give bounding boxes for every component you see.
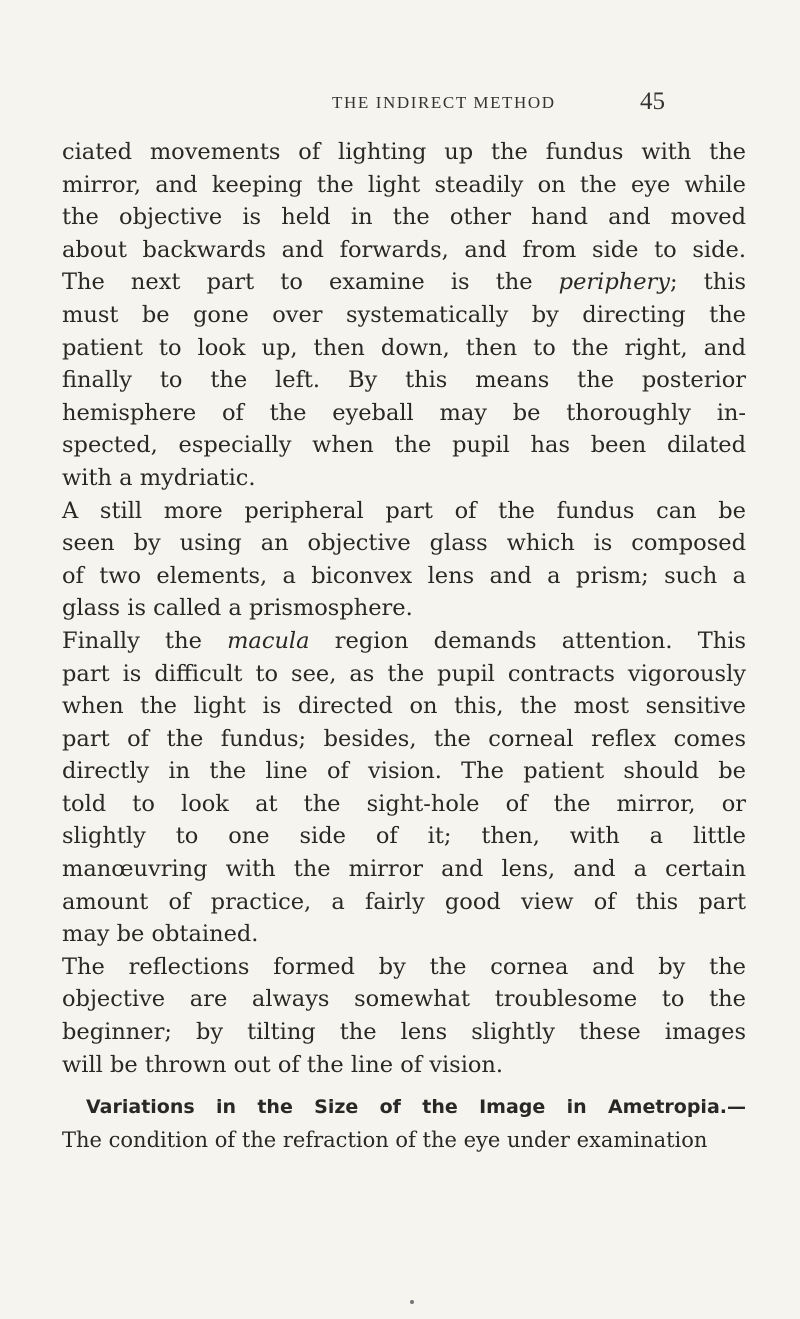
- text-line: the objective is held in the other hand and moved: [62, 204, 746, 231]
- emphasis: macula: [227, 627, 310, 654]
- text-line: about backwards and forwards, and from side to side.: [62, 236, 746, 263]
- text-line: will be thrown out of the line of vision.: [62, 1051, 504, 1078]
- ink-speck: [410, 1300, 414, 1304]
- text-line: The next part to examine is the periphery; this: [62, 269, 746, 296]
- paragraph: [62, 951, 746, 1081]
- paragraph: [62, 625, 746, 951]
- body-text: [62, 136, 746, 1156]
- running-head: [0, 88, 800, 118]
- text-line: ciated movements of lighting up the fundus with the: [62, 139, 746, 165]
- text-line: may be obtained.: [62, 921, 259, 948]
- text-line: of two elements, a biconvex lens and a prism; such a: [62, 562, 746, 589]
- text-line: amount of practice, a fairly good view of this part: [62, 888, 746, 915]
- text-line: directly in the line of vision. The patient should be: [62, 758, 746, 785]
- text-line: mirror, and keeping the light steadily on the eye while: [62, 171, 746, 198]
- text-line: when the light is directed on this, the most sensitive: [62, 693, 746, 720]
- running-title: THE INDIRECT METHOD: [332, 93, 556, 112]
- paragraph: [62, 136, 746, 495]
- section: [62, 1091, 746, 1156]
- text-line: seen by using an objective glass which is composed: [62, 530, 746, 557]
- section-heading: Variations in the Size of the Image in Ametropia.—: [86, 1096, 746, 1119]
- text-line: told to look at the sight-hole of the mirror, or: [62, 790, 746, 817]
- text-line: with a mydriatic.: [62, 464, 256, 491]
- text-line: objective are always somewhat troublesome to the: [62, 986, 746, 1013]
- text-line: patient to look up, then down, then to the right, and: [62, 334, 746, 361]
- paragraph: [62, 495, 746, 625]
- text-line: The reflections formed by the cornea and by the: [62, 953, 746, 980]
- text-line: finally to the left. By this means the posterior: [62, 367, 746, 394]
- text-line: manœuvring with the mirror and lens, and a certain: [62, 856, 746, 883]
- text-line: must be gone over systematically by directing the: [62, 301, 746, 328]
- text-line: slightly to one side of it; then, with a little: [62, 823, 746, 850]
- emphasis: periphery: [558, 269, 671, 296]
- text-line: glass is called a prismosphere.: [62, 595, 413, 622]
- page-number: 45: [640, 88, 665, 115]
- text-line: spected, especially when the pupil has been dilated: [62, 432, 746, 459]
- text-line: hemisphere of the eyeball may be thoroughly in-: [62, 399, 746, 426]
- section-continuation: The condition of the refraction of the eye under examination: [62, 1127, 708, 1152]
- text-line: part of the fundus; besides, the corneal reflex comes: [62, 725, 746, 752]
- text-line: A still more peripheral part of the fundus can be: [62, 497, 746, 524]
- text-line: Finally the macula region demands attention. This: [62, 627, 746, 654]
- text-line: part is difficult to see, as the pupil contracts vigorously: [62, 660, 746, 687]
- text-line: beginner; by tilting the lens slightly these images: [62, 1019, 746, 1046]
